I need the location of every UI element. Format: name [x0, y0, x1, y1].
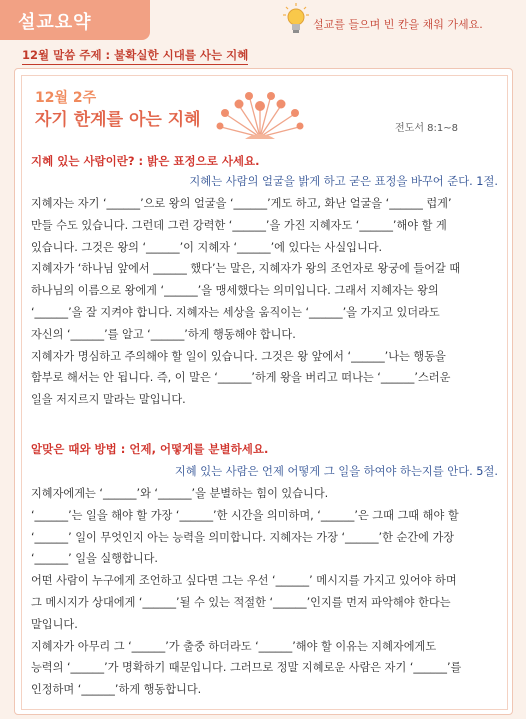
title-tab	[0, 0, 150, 40]
body-line: 지혜자가 명심하고 주의해야 할 일이 있습니다. 그것은 왕 앞에서 ‘______’나는 행동을	[31, 349, 446, 363]
body-line: ‘______’ 일이 무엇인지 아는 능력을 의미합니다. 지혜자는 가장 ‘______’한 순간에 가장	[31, 530, 455, 544]
flower-decoration-icon	[215, 79, 305, 141]
section2-verse: 지혜 있는 사람은 언제 어떻게 그 일을 하여야 하는지를 안다. 5절.	[174, 465, 498, 478]
body-line: 인정하며 ‘______’하게 행동합니다.	[31, 683, 202, 697]
body-line: 그 메시지가 상대에게 ‘______’될 수 있는 적절한 ‘______’인지를 먼저 파악해야 한다는	[31, 595, 451, 609]
lightbulb-icon	[283, 3, 309, 37]
lesson-card	[14, 68, 513, 715]
top-bar	[0, 0, 526, 44]
body-line: 지혜자는 자기 ‘______’으로 왕의 얼굴을 ‘______’게도 하고, 화난 얼굴을 ‘______ 럽게’	[31, 197, 452, 210]
body-line: 하나님의 이름으로 왕에게 ‘______’을 맹세했다는 의미입니다. 그래서 지혜자는 왕의	[31, 284, 439, 298]
lesson-title: 자기 한계를 아는 지혜	[35, 110, 201, 130]
week-label: 12월 2주	[35, 90, 97, 106]
body-line: 일을 저지르지 말라는 말입니다.	[31, 393, 186, 407]
instruction-text: 설교를 들으며 빈 칸을 채워 가세요.	[313, 18, 483, 31]
section1-verse: 지혜는 사람의 얼굴을 밝게 하고 굳은 표정을 바꾸어 준다. 1절.	[189, 175, 498, 188]
body-line: 지혜자에게는 ‘______’와 ‘______’을 분별하는 힘이 있습니다.	[31, 487, 329, 500]
section2-heading: 알맞은 때와 방법 : 언제, 어떻게를 분별하세요.	[31, 442, 269, 456]
body-line: ‘______’ 일을 실행합니다.	[31, 552, 158, 566]
body-line: 어떤 사람이 누구에게 조언하고 싶다면 그는 우선 ‘______’ 메시지를 가지고 있어야 하며	[31, 574, 457, 588]
scripture-reference: 전도서 8:1~8	[395, 123, 458, 134]
body-line: 지혜자가 아무리 그 ‘______’가 출중 하더라도 ‘______’해야 할 이유는 지혜자에게도	[31, 639, 437, 653]
body-line: ‘______’는 일을 해야 할 가장 ‘______’한 시간을 의미하며, ‘______’은 그때 그때 해야 할	[31, 508, 459, 522]
body-line: 능력의 ‘______’가 명확하기 때문입니다. 그러므로 정말 지혜로운 사람은 자기 ‘______’를	[31, 661, 462, 675]
body-line: 자신의 ‘______’를 알고 ‘______’하게 행동해야 합니다.	[31, 327, 296, 341]
section1-body	[31, 193, 460, 411]
body-line: 지혜자가 ‘하나님 앞에서 ______ 했다’는 말은, 지혜자가 왕의 조언자로 왕궁에 들어갈 때	[31, 262, 461, 276]
section2-body	[31, 483, 461, 701]
section1-heading: 지혜 있는 사람이란? : 밝은 표정으로 사세요.	[31, 154, 260, 168]
body-line: 만들 수도 있습니다. 그런데 그런 강력한 ‘______’을 가진 지혜자도 ‘______’해야 할 게	[31, 218, 447, 232]
body-line: ‘______’을 잘 지켜야 합니다. 지혜자는 세상을 움직이는 ‘______’을 가지고 있더라도	[31, 305, 440, 319]
body-line: 있습니다. 그것은 왕의 ‘______’이 지혜자 ‘______’에 있다는 사실입니다.	[31, 240, 383, 254]
body-line: 말입니다.	[31, 617, 78, 631]
body-line: 함부로 해서는 안 됩니다. 즉, 이 말은 ‘______’하게 왕을 버리고 떠나는 ‘______’스러운	[31, 371, 451, 385]
page-title: 설교요약	[18, 12, 92, 33]
sermon-theme: 12월 말씀 주제 : 불확실한 시대를 사는 지혜	[22, 47, 248, 65]
